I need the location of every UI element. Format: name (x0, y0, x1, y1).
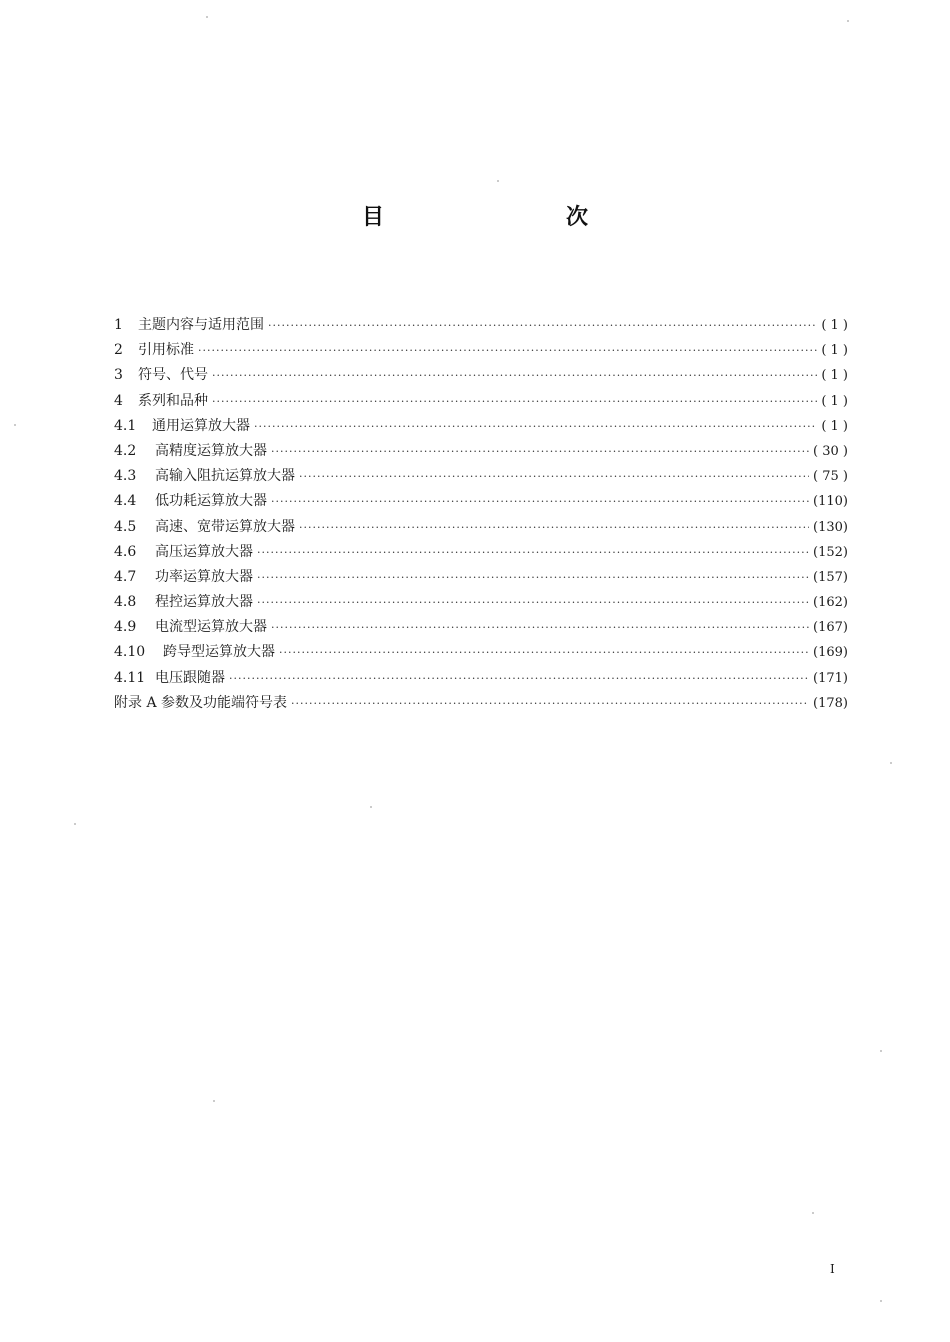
toc-entry-page: (169) (813, 645, 848, 661)
toc-entry-number: 4.11 (114, 669, 146, 686)
toc-entry-title: 高压运算放大器 (155, 543, 253, 560)
toc-entry-title: 附录 A 参数及功能端符号表 (114, 694, 288, 711)
toc-entry-page: ( 1 ) (821, 393, 848, 409)
toc-entry[interactable] (114, 640, 848, 665)
toc-entry-number: 3 (114, 367, 123, 384)
dot-leader (271, 615, 809, 640)
toc-entry-number: 1 (114, 317, 123, 333)
scan-speck (847, 20, 849, 22)
toc-entry[interactable] (114, 565, 848, 590)
toc-entry[interactable] (114, 691, 848, 716)
dot-leader (212, 363, 817, 388)
dot-leader (257, 565, 809, 590)
toc-entry-number: 4 (114, 392, 123, 409)
scan-speck (14, 424, 16, 426)
toc-entry-title: 高精度运算放大器 (155, 442, 267, 459)
toc-entry-page: (110) (813, 494, 848, 510)
dot-leader (268, 313, 817, 338)
toc-entry-page: (130) (813, 519, 848, 535)
toc-entry[interactable] (114, 414, 848, 439)
dot-leader (299, 515, 809, 540)
dot-leader (257, 540, 809, 565)
scan-speck (880, 1050, 882, 1052)
table-of-contents (114, 313, 848, 716)
toc-entry[interactable] (114, 363, 848, 388)
toc-entry[interactable] (114, 515, 848, 540)
toc-entry-page: ( 75 ) (813, 469, 848, 485)
dot-leader (271, 489, 809, 514)
toc-entry-page: ( 1 ) (821, 318, 848, 333)
toc-entry-number: 4.9 (114, 619, 137, 636)
dot-leader (212, 389, 817, 414)
dot-leader (254, 414, 817, 439)
toc-entry-title: 程控运算放大器 (155, 594, 253, 611)
dot-leader (198, 338, 817, 363)
toc-entry-title: 高速、宽带运算放大器 (155, 518, 295, 535)
toc-entry-title: 系列和品种 (138, 392, 208, 409)
toc-entry[interactable] (114, 489, 848, 514)
toc-entry[interactable] (114, 666, 848, 691)
toc-entry-title: 低功耗运算放大器 (155, 493, 267, 510)
scan-speck (206, 16, 208, 18)
dot-leader (299, 464, 809, 489)
scan-speck (890, 762, 892, 764)
dot-leader (279, 640, 809, 665)
scan-speck (74, 823, 76, 825)
toc-entry-title: 功率运算放大器 (155, 568, 253, 585)
toc-entry-page: ( 1 ) (821, 343, 848, 359)
toc-entry-number: 4.8 (114, 594, 137, 611)
toc-entry-page: (178) (813, 695, 848, 711)
toc-entry-title: 跨导型运算放大器 (163, 644, 275, 661)
toc-entry-page: ( 30 ) (813, 443, 848, 459)
toc-entry-number: 4.5 (114, 518, 137, 535)
toc-entry-page: (157) (813, 569, 848, 585)
toc-entry-title: 电流型运算放大器 (155, 619, 267, 636)
dot-leader (271, 439, 809, 464)
toc-entry-number: 4.4 (114, 493, 137, 510)
toc-entry-page: ( 1 ) (821, 418, 848, 434)
toc-entry-page: (152) (813, 544, 848, 560)
toc-entry-title: 通用运算放大器 (152, 417, 250, 434)
toc-entry[interactable] (114, 313, 848, 338)
toc-entry-page: (162) (813, 595, 848, 611)
page-number: I (830, 1262, 835, 1276)
toc-entry-page: (171) (813, 670, 848, 686)
toc-entry-number: 2 (114, 342, 123, 359)
toc-entry-page: (167) (813, 620, 848, 636)
toc-entry-title: 高输入阻抗运算放大器 (155, 468, 295, 485)
scan-speck (370, 806, 372, 808)
page-title: 目 次 (361, 205, 668, 230)
dot-leader (229, 666, 809, 691)
scan-speck (812, 1212, 814, 1214)
toc-entry-title: 符号、代号 (138, 367, 208, 384)
toc-entry[interactable] (114, 540, 848, 565)
toc-entry-page: ( 1 ) (821, 368, 848, 384)
toc-entry-number: 4.1 (114, 417, 137, 434)
scan-speck (880, 1300, 882, 1302)
scan-speck (497, 180, 499, 182)
toc-entry-title: 主题内容与适用范围 (138, 317, 264, 333)
toc-entry-title: 引用标准 (138, 342, 194, 359)
toc-entry-number: 4.10 (114, 644, 146, 661)
scan-speck (213, 1100, 215, 1102)
toc-entry-number: 4.7 (114, 568, 137, 585)
toc-entry[interactable] (114, 464, 848, 489)
toc-entry[interactable] (114, 590, 848, 615)
toc-entry-number: 4.6 (114, 543, 137, 560)
toc-entry-number: 4.2 (114, 442, 137, 459)
dot-leader (291, 691, 809, 716)
toc-entry[interactable] (114, 338, 848, 363)
toc-entry-number: 4.3 (114, 468, 137, 485)
toc-entry[interactable] (114, 389, 848, 414)
toc-entry[interactable] (114, 439, 848, 464)
toc-entry-title: 电压跟随器 (155, 669, 225, 686)
dot-leader (257, 590, 809, 615)
toc-entry[interactable] (114, 615, 848, 640)
